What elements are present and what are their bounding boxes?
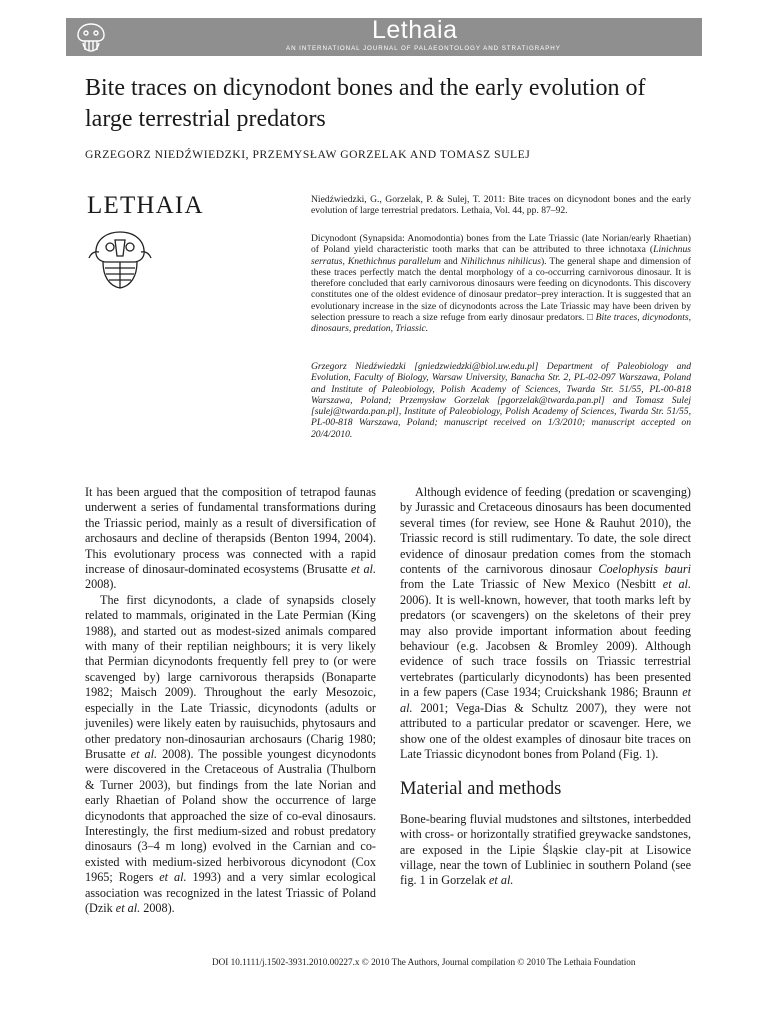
paragraph: Bone-bearing fluvial mudstones and siltstones, interbedded with cross- or horizontally stratified greywacke sandstones, are exposed in the Lipie Śląskie clay-pit at Lisowice village, near the town of Lubliniec in southern Poland (see fig. 1 in Gorzelak et al. bbox=[400, 811, 691, 888]
journal-subtitle: AN INTERNATIONAL JOURNAL OF PALAEONTOLOGY AND STRATIGRAPHY bbox=[286, 45, 561, 52]
abstract: Dicynodont (Synapsida: Anomodontia) bones from the Late Triassic (late Norian/early Rhaetian) of Poland yield characteristic tooth marks that can be attributed to three ichnotaxa (Linichnus serratus, Knethichnus parallelum and Nihilichnus nihilicus). The general shape and dimension of these traces perfectly match the dental morphology of a co-occurring carnivorous dinosaur. It is therefore concluded that early carnivorous dinosaurs were feeding on dicynodonts. This discovery constitutes one of the oldest evidence of dinosaur predator–prey interaction. It is suggested that an evolutionary increase in the size of dicynodonts across the Late Triassic may have been driven by selection pressure to reach a size refuge from early dinosaur predators. □ Bite traces, dicynodonts, dinosaurs, predation, Triassic. bbox=[311, 233, 691, 335]
trilobite-logo-icon bbox=[74, 21, 108, 54]
article-title: Bite traces on dicynodont bones and the early evolution of large terrestrial predators bbox=[85, 75, 646, 132]
journal-name: LETHAIA bbox=[87, 192, 204, 219]
authors: GRZEGORZ NIEDŹWIEDZKI, PRZEMYSŁAW GORZELAK AND TOMASZ SULEJ bbox=[85, 148, 531, 161]
author-affiliations: Grzegorz Niedźwiedzki [gniedzwiedzki@biol.uw.edu.pl] Department of Paleobiology and Evolution, Faculty of Biology, Warsaw University, Banacha Str. 2, PL-02-097 Warszawa, Poland and Institute of Paleobiology, Polish Academy of Sciences, Twarda Str. 51/55, PL-00-818 Warszawa, Poland; Przemysław Gorzelak [pgorzelak@twarda.pan.pl] and Tomasz Sulej [sulej@twarda.pan.pl], Institute of Paleobiology, Polish Academy of Sciences, Twarda Str. 51/55, PL-00-818 Warszawa, Poland; manuscript received on 1/3/2010; manuscript accepted on 20/4/2010. bbox=[311, 361, 691, 440]
journal-title: Lethaia bbox=[372, 16, 458, 44]
body-column-right bbox=[400, 485, 691, 889]
paragraph: The first dicynodonts, a clade of synapsids closely related to mammals, originated in the Late Permian (King 1988), and started out as modest-sized animals compared with many of their reptilian neighbours; it is very likely that Permian dicynodonts frequently fell prey to (or were scavenged by) large carnivorous therapsids (Bonaparte 1982; Maisch 2009). Throughout the early Mesozoic, especially in the Late Triassic, dicynodonts (adults or juveniles) were likely eaten by rauisuchids, phytosaurs and other predatory non-dinosaurian archosaurs (Charig 1980; Brusatte et al. 2008). The possible youngest dicynodonts were discovered in the Cretaceous of Australia (Thulborn & Turner 2003), but findings from the late Norian and early Rhaetian of Poland show the occurrence of large dicynodonts that approached the size of co-eval dinosaurs. Interestingly, the first medium-sized and robust predatory dinosaurs (3–4 m long) evolved in the Carnian and co-existed with medium-sized herbivorous dicynodont (Cox 1965; Rogers et al. 1993) and a very simlar ecological association was recognized in the latest Triassic of Poland (Dzik et al. 2008). bbox=[85, 592, 377, 915]
doi-footer: DOI 10.1111/j.1502-3931.2010.00227.x © 2010 The Authors, Journal compilation © 2010 The Lethaia Foundation bbox=[212, 957, 636, 967]
keywords: Bite traces, dicynodonts, dinosaurs, predation, Triassic. bbox=[311, 312, 691, 335]
paragraph: It has been argued that the composition of tetrapod faunas underwent a series of fundamental transformations during the Triassic period, mainly as a result of diversification of archosaurs and decline of therapsids (Benton 1994, 2004). This evolutionary process was connected with a rapid increase of dinosaur-dominated ecosystems (Brusatte et al. 2008). bbox=[85, 485, 376, 592]
body-column-left bbox=[85, 485, 376, 916]
citation: Niedźwiedzki, G., Gorzelak, P. & Sulej, T. 2011: Bite traces on dicynodont bones and the early evolution of large terrestrial predators. Lethaia, Vol. 44, pp. 87–92. bbox=[311, 194, 691, 217]
section-heading: Material and methods bbox=[400, 779, 562, 800]
paragraph: Although evidence of feeding (predation or scavenging) by Jurassic and Cretaceous dinosaurs has been documented several times (for review, see Hone & Rauhut 2010), the Triassic record is still rudimentary. To date, the sole direct evidence of dinosaur predation comes from the stomach contents of the carnivorous dinosaur Coelophysis bauri from the Late Triassic of New Mexico (Nesbitt et al. 2006). It is well-known, however, that tooth marks left by predators (or scavengers) on the skeletons of their prey may also provide important information about feeding behaviour (e.g. Jacobsen & Bromley 2009). Although evidence of such trace fossils on Triassic terrestrial vertebrates (particularly dicynodonts) has been presented in a few papers (Case 1934; Cruickshank 1986; Braunn et al. 2001; Vega-Dias & Schultz 2007), they were not attributed to a particular predator or scavenger. Here, we show one of the oldest examples of dinosaur bite traces on Late Triassic dicynodont bones from Poland (Fig. 1). bbox=[400, 485, 691, 761]
trilobite-emblem-icon bbox=[85, 226, 155, 294]
